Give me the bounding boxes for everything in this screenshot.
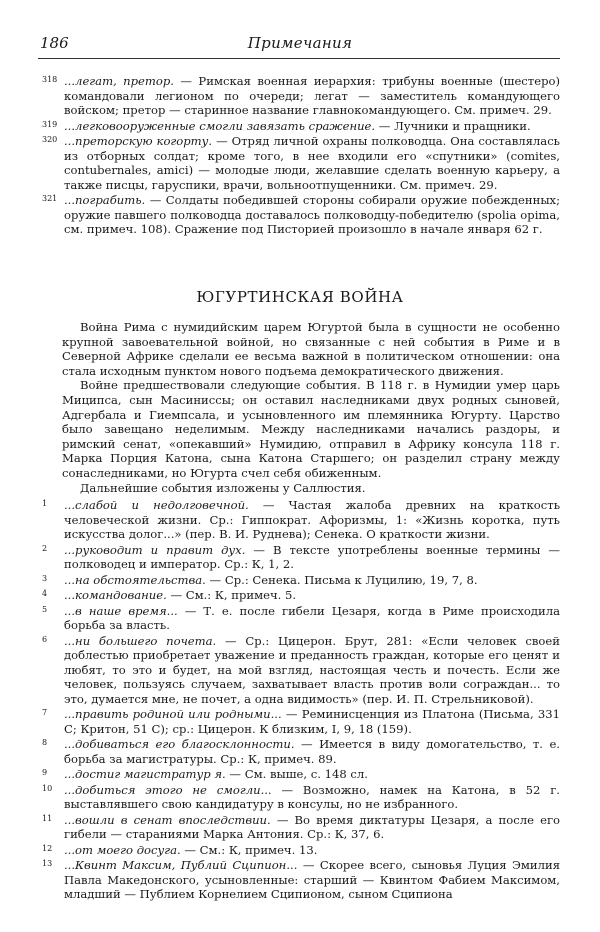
note-number: 12 bbox=[42, 843, 53, 853]
note-3 bbox=[42, 573, 560, 588]
note-8 bbox=[42, 737, 560, 766]
note-lemma: ...командование. bbox=[64, 588, 167, 602]
note-text: — Частая жалоба древних на краткость человеческой жизни. Ср.: Гиппократ. Афоризмы, 1: «Жизнь коротка, путь искусства долог...» (пер. В. И. Руднева); Сенека. О краткости жизни. bbox=[64, 498, 561, 541]
note-lemma: ...добиться этого не смогли... bbox=[64, 782, 272, 797]
note-text: — Римская военная иерархия: трибуны военные (шестеро) командовали легионом по очереди; легат — заместитель командующего войском; претор — старинное название главнокомандующего. См. примеч. 29. bbox=[64, 74, 560, 117]
note-2 bbox=[42, 543, 560, 572]
page-header bbox=[40, 34, 560, 56]
note-number: 13 bbox=[42, 859, 53, 868]
section-title: ЮГУРТИНСКАЯ ВОЙНА bbox=[196, 288, 404, 306]
note-text: — Во время диктатуры Цезаря, а после его гибели — стараниями Марка Антония. Ср.: К, 37, 6. bbox=[64, 812, 560, 841]
note-number: 7 bbox=[42, 708, 48, 717]
note-number: 3 bbox=[42, 573, 48, 583]
note-text: — Ср.: Цицерон. Брут, 281: «Если человек своей доблестью приобретает уважение и преданность граждан, которые его ценят и любят, то это и будет, на мой взгляд, настоящая честь и почесть. Если же человек, пользуясь случаем, захватывает власть против воли сограждан... то это, думается мне, не почет, а одна видимость» (пер. И. П. Стрельниковой). bbox=[64, 633, 560, 706]
intro-paragraph: Война Рима с нумидийским царем Югуртой была в сущности не особенно крупной завоевательной войной, но связанные с ней события в Риме и в Северной Африке сделали ее весьма важной в политическом отношении: она стала исходным пунктом нового подъема демократического движения. bbox=[62, 320, 560, 378]
note-text: — Т. е. после гибели Цезаря, когда в Риме происходила борьба за власть. bbox=[64, 603, 560, 632]
note-number: 1 bbox=[42, 499, 48, 508]
note-text: — Скорее всего, сыновья Луция Эмилия Павла Македонского, усыновленные: старший — Квинтом Фабием Максимом, младший — Публием Корнелием Сципионом, сыном Сципиона bbox=[64, 858, 561, 901]
note-text: — Отряд личной охраны полководца. Она составлялась из отборных солдат; кроме того, в нее входили его «спутники» (comites, contubernales, amici) — молодые люди, желавшие сделать военную карьеру, а также писцы, гаруспики, врачи, вольноотпущенники. См. примеч. 29. bbox=[64, 134, 560, 192]
note-lemma: ...на обстоятельства. bbox=[64, 572, 206, 587]
note-10 bbox=[42, 783, 560, 812]
note-lemma: ...достиг магистратур я. bbox=[64, 767, 226, 781]
note-6 bbox=[42, 634, 560, 707]
note-319 bbox=[42, 119, 560, 134]
note-lemma: ...легковооруженные смогли завязать сражение. bbox=[64, 118, 376, 133]
note-lemma: ...в наше время... bbox=[64, 603, 178, 618]
note-number: 9 bbox=[42, 768, 48, 777]
note-text: — Возможно, намек на Катона, в 52 г. выставлявшего свою кандидатуру в консулы, но не избранного. bbox=[64, 782, 560, 811]
section-intro bbox=[62, 320, 560, 495]
note-lemma: ...от моего досуга. bbox=[64, 842, 181, 857]
note-number: 2 bbox=[42, 543, 48, 553]
note-7 bbox=[42, 707, 560, 736]
notes-top bbox=[42, 74, 560, 238]
note-number: 6 bbox=[42, 634, 48, 644]
note-text: — См.: К, примеч. 5. bbox=[166, 588, 297, 602]
note-text: — Имеется в виду домогательство, т. е. борьба за магистратуры. Ср.: К, примеч. 89. bbox=[64, 737, 560, 766]
note-lemma: ...легат, претор. bbox=[64, 74, 174, 88]
note-text: — См.: К, примеч. 13. bbox=[180, 842, 318, 857]
intro-paragraph: Дальнейшие события изложены у Саллюстия. bbox=[80, 480, 366, 495]
note-lemma: ...добиваться его благосклонности. bbox=[64, 737, 295, 751]
note-lemma: ...преторскую когорту. bbox=[64, 134, 213, 148]
note-text: — Ср.: Сенека. Письма к Луцилию, 19, 7, 8. bbox=[205, 572, 478, 587]
note-lemma: ...править родиной или родными... bbox=[64, 707, 282, 721]
page-number: 186 bbox=[40, 34, 69, 52]
note-11 bbox=[42, 813, 560, 842]
note-text: — Лучники и пращники. bbox=[375, 118, 531, 133]
note-text: — В тексте употреблены военные термины — полководец и император. Ср.: К, 1, 2. bbox=[64, 542, 560, 571]
note-lemma: ...вошли в сенат впоследствии. bbox=[64, 812, 271, 827]
note-lemma: ...Квинт Максим, Публий Сципион... bbox=[64, 858, 298, 872]
notes-bottom bbox=[42, 498, 560, 903]
note-number: 8 bbox=[42, 738, 48, 747]
note-13 bbox=[42, 858, 560, 902]
note-number: 321 bbox=[42, 194, 58, 203]
intro-paragraph: Войне предшествовали следующие события. В 118 г. в Нумидии умер царь Миципса, сын Масиниссы; он оставил наследниками двух родных сыновей, Адгербала и Гиемпсала, и усыновленного им племянника Югурту. Царство было завещано неделимым. Между наследниками начались раздоры, и римский сенат, «опекавший» Нумидию, отправил в Африку консула 118 г. Марка Порция Катона, сына Катона Старшего; он разделил страну между сонаследниками, но Югурта счел себя обиженным. bbox=[62, 378, 560, 480]
note-number: 4 bbox=[42, 589, 48, 598]
note-number: 5 bbox=[42, 604, 48, 614]
note-lemma: ...ни большего почета. bbox=[64, 633, 217, 648]
note-lemma: ...пограбить. bbox=[64, 193, 146, 207]
note-text: — Солдаты победившей стороны собирали оружие побежденных; оружие павшего полководца доставалось полководцу-победителю (spolia opima, см. примеч. 108). Сражение под Писторией произошло в начале января 62 г. bbox=[64, 193, 560, 236]
note-lemma: ...руководит и правит дух. bbox=[64, 542, 246, 557]
note-number: 319 bbox=[42, 119, 58, 129]
note-1 bbox=[42, 498, 560, 542]
note-number: 318 bbox=[42, 75, 58, 84]
note-320 bbox=[42, 134, 560, 192]
note-12 bbox=[42, 843, 560, 858]
note-number: 11 bbox=[42, 813, 53, 823]
note-318 bbox=[42, 74, 560, 118]
note-number: 320 bbox=[42, 135, 58, 144]
note-321 bbox=[42, 193, 560, 237]
note-4 bbox=[42, 588, 560, 603]
note-5 bbox=[42, 604, 560, 633]
note-9 bbox=[42, 767, 560, 782]
note-number: 10 bbox=[42, 783, 53, 793]
note-text: — Реминисценция из Платона (Письма, 331 С; Критон, 51 С); ср.: Цицерон. К близким, I, 9, 18 (159). bbox=[64, 707, 561, 736]
note-text: — См. выше, с. 148 сл. bbox=[225, 767, 368, 781]
header-rule bbox=[38, 58, 560, 59]
note-lemma: ...слабой и недолговечной. bbox=[64, 498, 249, 512]
running-title: Примечания bbox=[247, 34, 353, 52]
